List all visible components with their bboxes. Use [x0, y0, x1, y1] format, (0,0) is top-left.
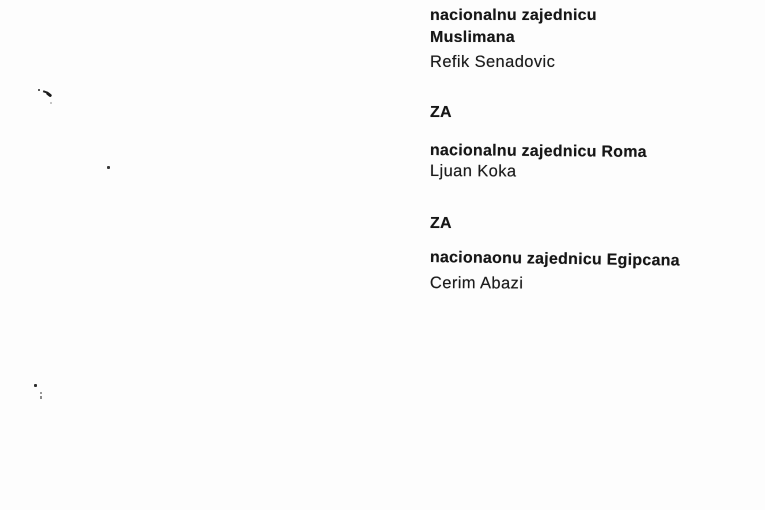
community-line: Muslimana — [430, 29, 515, 46]
signatory-name: Refik Senadovic — [430, 53, 556, 71]
scan-speck — [38, 89, 40, 91]
scan-speck — [50, 102, 52, 104]
scan-speck — [43, 90, 48, 94]
signatory-name: Cerim Abazi — [429, 274, 524, 293]
scan-speck — [107, 166, 110, 169]
signatory-name: Ljuan Koka — [429, 162, 517, 181]
scan-speck — [40, 396, 42, 399]
za-heading: ZA — [430, 215, 452, 232]
community-line: nacionalnu zajednicu Roma — [429, 142, 647, 161]
za-heading: ZA — [430, 104, 452, 121]
community-line: nacionalnu zajednicu — [430, 7, 597, 24]
scan-speck — [34, 384, 37, 387]
scan-speck — [40, 392, 42, 394]
scan-speck — [46, 91, 53, 97]
community-line: nacionaonu zajednicu Egipcana — [429, 249, 680, 270]
